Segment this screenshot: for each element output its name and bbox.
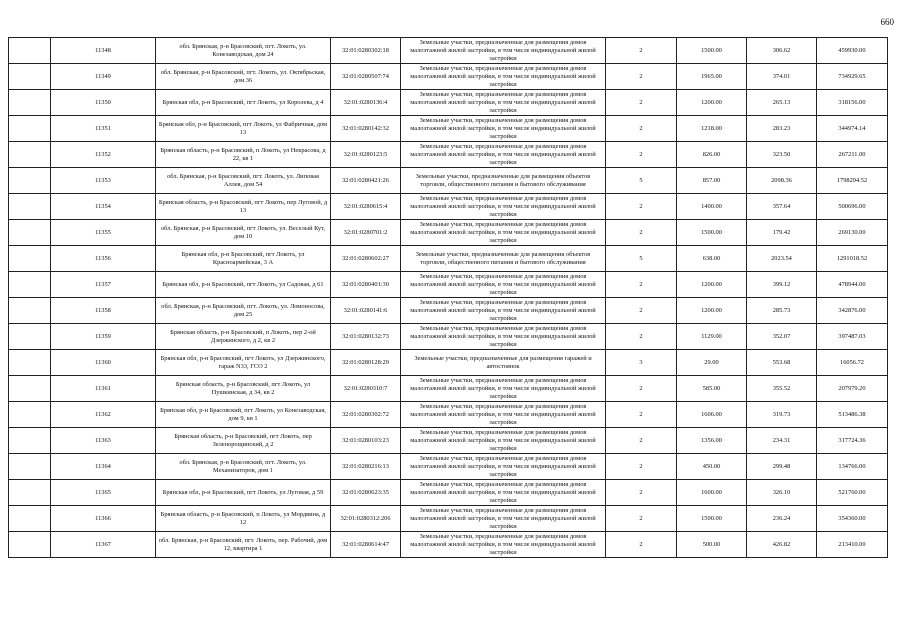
address-cell: Брянская область, р-н Брасовский, пгт Локоть, ул Пушкинская, д 34, кв 2 xyxy=(156,376,331,402)
cadastral-value-cell: 317724.36 xyxy=(817,428,888,454)
purpose-group-cell: 5 xyxy=(606,168,677,194)
area-cell: 500.00 xyxy=(677,532,747,558)
row-number-cell: 11361 xyxy=(51,376,156,402)
land-purpose-cell: Земельные участки, предназначенные для размещения объектов торговли, общественного питания и бытового обслуживания xyxy=(401,168,606,194)
specific-value-cell: 319.73 xyxy=(747,402,817,428)
blank-cell xyxy=(9,220,51,246)
specific-value-cell: 399.12 xyxy=(747,272,817,298)
cadastral-number-cell: 32:01:0280302:72 xyxy=(331,402,401,428)
cadastral-value-cell: 1798294.52 xyxy=(817,168,888,194)
specific-value-cell: 326.10 xyxy=(747,480,817,506)
cadastral-number-cell: 32:01:0280310:7 xyxy=(331,376,401,402)
blank-cell xyxy=(9,324,51,350)
area-cell: 1200.00 xyxy=(677,298,747,324)
address-cell: обл. Брянская, р-н Брасовский, пгт. Локоть, ул. Октябрьская, дом 36 xyxy=(156,64,331,90)
area-cell: 29.00 xyxy=(677,350,747,376)
purpose-group-cell: 2 xyxy=(606,506,677,532)
address-cell: Брянская область, р-н Брасовский, п Локоть, ул Мордвина, д 12 xyxy=(156,506,331,532)
blank-cell xyxy=(9,246,51,272)
table-row xyxy=(9,402,888,428)
table-row xyxy=(9,90,888,116)
blank-cell xyxy=(9,428,51,454)
cadastral-value-cell: 134766.00 xyxy=(817,454,888,480)
blank-cell xyxy=(9,272,51,298)
purpose-group-cell: 2 xyxy=(606,142,677,168)
blank-cell xyxy=(9,142,51,168)
row-number-cell: 11360 xyxy=(51,350,156,376)
area-cell: 1606.00 xyxy=(677,402,747,428)
address-cell: Брянская обл, р-н Брасовский, пгт Локоть, ул Конезаводская, дом 9, кв 1 xyxy=(156,402,331,428)
address-cell: обл. Брянская, р-н Брасовский, пгт. Локоть, ул. Механизаторов, дом 1 xyxy=(156,454,331,480)
land-purpose-cell: Земельные участки, предназначенные для размещения домов малоэтажной жилой застройки, в том числе индивидуальной жилой застройки xyxy=(401,142,606,168)
row-number-cell: 11353 xyxy=(51,168,156,194)
cadastral-number-cell: 32:01:0280401:30 xyxy=(331,272,401,298)
land-purpose-cell: Земельные участки, предназначенные для размещения домов малоэтажной жилой застройки, в том числе индивидуальной жилой застройки xyxy=(401,272,606,298)
cadastral-value-cell: 1291018.52 xyxy=(817,246,888,272)
address-cell: обл. Брянская, р-н Брасовский, пгт. Локоть, ул. Ломоносова, дом 25 xyxy=(156,298,331,324)
blank-cell xyxy=(9,402,51,428)
address-cell: Брянская обл, р-н Брасовский, пгт Локоть, ул Фабричная, дом 13 xyxy=(156,116,331,142)
table-row xyxy=(9,220,888,246)
cadastral-number-cell: 32:01:0280132:73 xyxy=(331,324,401,350)
land-purpose-cell: Земельные участки, предназначенные для размещения домов малоэтажной жилой застройки, в том числе индивидуальной жилой застройки xyxy=(401,402,606,428)
area-cell: 1965.00 xyxy=(677,64,747,90)
specific-value-cell: 553.68 xyxy=(747,350,817,376)
address-cell: обл. Брянская, р-н Брасовский, пгт. Локоть, ул. Конезаводская, дом 24 xyxy=(156,38,331,64)
table-row xyxy=(9,454,888,480)
purpose-group-cell: 2 xyxy=(606,38,677,64)
row-number-cell: 11362 xyxy=(51,402,156,428)
table-row xyxy=(9,142,888,168)
table-row xyxy=(9,376,888,402)
land-purpose-cell: Земельные участки, предназначенные для размещения домов малоэтажной жилой застройки, в том числе индивидуальной жилой застройки xyxy=(401,480,606,506)
cadastral-value-cell: 213410.00 xyxy=(817,532,888,558)
table-row xyxy=(9,532,888,558)
cadastral-value-cell: 269130.00 xyxy=(817,220,888,246)
specific-value-cell: 2023.54 xyxy=(747,246,817,272)
cadastral-value-cell: 459930.00 xyxy=(817,38,888,64)
purpose-group-cell: 2 xyxy=(606,376,677,402)
cadastral-value-cell: 734929.65 xyxy=(817,64,888,90)
cadastral-number-cell: 32:01:0280623:35 xyxy=(331,480,401,506)
land-purpose-cell: Земельные участки, предназначенные для размещения домов малоэтажной жилой застройки, в том числе индивидуальной жилой застройки xyxy=(401,324,606,350)
specific-value-cell: 352.07 xyxy=(747,324,817,350)
address-cell: Брянская обл, р-н Брасовский, пгт Локоть, ул Красноармейская, 3 А xyxy=(156,246,331,272)
specific-value-cell: 236.24 xyxy=(747,506,817,532)
row-number-cell: 11363 xyxy=(51,428,156,454)
cadastral-number-cell: 32:01:0280128:29 xyxy=(331,350,401,376)
specific-value-cell: 265.13 xyxy=(747,90,817,116)
area-cell: 1200.00 xyxy=(677,272,747,298)
purpose-group-cell: 2 xyxy=(606,454,677,480)
purpose-group-cell: 2 xyxy=(606,194,677,220)
table-row xyxy=(9,350,888,376)
table-row xyxy=(9,64,888,90)
purpose-group-cell: 2 xyxy=(606,272,677,298)
area-cell: 1600.00 xyxy=(677,480,747,506)
address-cell: Брянская обл, р-н Брасовский, пгт Локоть, ул Королева, д 4 xyxy=(156,90,331,116)
table-row xyxy=(9,298,888,324)
land-purpose-cell: Земельные участки, предназначенные для размещения домов малоэтажной жилой застройки, в том числе индивидуальной жилой застройки xyxy=(401,116,606,142)
blank-cell xyxy=(9,350,51,376)
cadastral-value-cell: 16056.72 xyxy=(817,350,888,376)
row-number-cell: 11352 xyxy=(51,142,156,168)
cadastral-number-cell: 32:01:0280421:26 xyxy=(331,168,401,194)
cadastral-value-cell: 500696.00 xyxy=(817,194,888,220)
address-cell: Брянская обл, р-н Брасовский, пгт Локоть, ул Луговая, д 59 xyxy=(156,480,331,506)
table-row xyxy=(9,324,888,350)
row-number-cell: 11367 xyxy=(51,532,156,558)
purpose-group-cell: 5 xyxy=(606,246,677,272)
purpose-group-cell: 2 xyxy=(606,480,677,506)
blank-cell xyxy=(9,506,51,532)
table-row xyxy=(9,168,888,194)
table-row xyxy=(9,506,888,532)
address-cell: Брянская область, р-н Брасовский, пгт Локоть, пер Зеленорощинский, д 2 xyxy=(156,428,331,454)
specific-value-cell: 283.23 xyxy=(747,116,817,142)
area-cell: 857.00 xyxy=(677,168,747,194)
blank-cell xyxy=(9,38,51,64)
land-purpose-cell: Земельные участки, предназначенные для размещения домов малоэтажной жилой застройки, в том числе индивидуальной жилой застройки xyxy=(401,220,606,246)
cadastral-value-cell: 521760.00 xyxy=(817,480,888,506)
page-number: 660 xyxy=(880,17,894,27)
land-purpose-cell: Земельные участки, предназначенные для размещения объектов торговли, общественного питания и бытового обслуживания xyxy=(401,246,606,272)
area-cell: 585.00 xyxy=(677,376,747,402)
row-number-cell: 11356 xyxy=(51,246,156,272)
cadastral-number-cell: 32:01:0280141:6 xyxy=(331,298,401,324)
row-number-cell: 11348 xyxy=(51,38,156,64)
address-cell: Брянская обл, р-н Брасовский, пгт Локоть, ул Дзержинского, гараж N33, ГСО 2 xyxy=(156,350,331,376)
row-number-cell: 11357 xyxy=(51,272,156,298)
area-cell: 826.00 xyxy=(677,142,747,168)
cadastral-value-cell: 318156.00 xyxy=(817,90,888,116)
cadastral-number-cell: 32:01:0280507:74 xyxy=(331,64,401,90)
purpose-group-cell: 2 xyxy=(606,532,677,558)
purpose-group-cell: 2 xyxy=(606,324,677,350)
area-cell: 1500.00 xyxy=(677,38,747,64)
table-row xyxy=(9,194,888,220)
land-purpose-cell: Земельные участки, предназначенные для размещения домов малоэтажной жилой застройки, в том числе индивидуальной жилой застройки xyxy=(401,454,606,480)
row-number-cell: 11355 xyxy=(51,220,156,246)
cadastral-number-cell: 32:01:0280136:4 xyxy=(331,90,401,116)
purpose-group-cell: 2 xyxy=(606,428,677,454)
blank-cell xyxy=(9,90,51,116)
registry-body xyxy=(9,38,888,558)
table-row xyxy=(9,246,888,272)
row-number-cell: 11364 xyxy=(51,454,156,480)
area-cell: 1129.00 xyxy=(677,324,747,350)
row-number-cell: 11354 xyxy=(51,194,156,220)
blank-cell xyxy=(9,64,51,90)
area-cell: 1200.00 xyxy=(677,90,747,116)
blank-cell xyxy=(9,376,51,402)
row-number-cell: 11350 xyxy=(51,90,156,116)
purpose-group-cell: 2 xyxy=(606,220,677,246)
cadastral-value-cell: 207979.20 xyxy=(817,376,888,402)
cadastral-number-cell: 32:01:0280614:47 xyxy=(331,532,401,558)
row-number-cell: 11349 xyxy=(51,64,156,90)
specific-value-cell: 179.42 xyxy=(747,220,817,246)
address-cell: обл. Брянская, р-н Брасовский, пгт. Локоть, пер. Рабочий, дом 12, квартира 1 xyxy=(156,532,331,558)
cadastral-number-cell: 32:01:0280615:4 xyxy=(331,194,401,220)
cadastral-value-cell: 513486.38 xyxy=(817,402,888,428)
row-number-cell: 11366 xyxy=(51,506,156,532)
purpose-group-cell: 2 xyxy=(606,298,677,324)
blank-cell xyxy=(9,194,51,220)
cadastral-number-cell: 32:01:0280602:27 xyxy=(331,246,401,272)
row-number-cell: 11351 xyxy=(51,116,156,142)
area-cell: 1356.00 xyxy=(677,428,747,454)
blank-cell xyxy=(9,532,51,558)
purpose-group-cell: 2 xyxy=(606,64,677,90)
specific-value-cell: 357.64 xyxy=(747,194,817,220)
blank-cell xyxy=(9,298,51,324)
cadastral-value-cell: 344974.14 xyxy=(817,116,888,142)
address-cell: Брянская обл, р-н Брасовский, пгт Локоть, ул Садовая, д 61 xyxy=(156,272,331,298)
land-purpose-cell: Земельные участки, предназначенные для размещения гаражей и автостоянок xyxy=(401,350,606,376)
row-number-cell: 11359 xyxy=(51,324,156,350)
cadastral-number-cell: 32:01:0280302:18 xyxy=(331,38,401,64)
specific-value-cell: 285.73 xyxy=(747,298,817,324)
purpose-group-cell: 2 xyxy=(606,116,677,142)
row-number-cell: 11358 xyxy=(51,298,156,324)
table-row xyxy=(9,38,888,64)
land-purpose-cell: Земельные участки, предназначенные для размещения домов малоэтажной жилой застройки, в том числе индивидуальной жилой застройки xyxy=(401,64,606,90)
address-cell: Брянская область, р-н Брасовский, п Локоть, пер 2-ой Дзержинского, д 2, кв 2 xyxy=(156,324,331,350)
cadastral-value-cell: 478944.00 xyxy=(817,272,888,298)
specific-value-cell: 426.82 xyxy=(747,532,817,558)
land-purpose-cell: Земельные участки, предназначенные для размещения домов малоэтажной жилой застройки, в том числе индивидуальной жилой застройки xyxy=(401,298,606,324)
specific-value-cell: 306.62 xyxy=(747,38,817,64)
area-cell: 1500.00 xyxy=(677,506,747,532)
area-cell: 1218.00 xyxy=(677,116,747,142)
land-purpose-cell: Земельные участки, предназначенные для размещения домов малоэтажной жилой застройки, в том числе индивидуальной жилой застройки xyxy=(401,506,606,532)
land-purpose-cell: Земельные участки, предназначенные для размещения домов малоэтажной жилой застройки, в том числе индивидуальной жилой застройки xyxy=(401,428,606,454)
land-purpose-cell: Земельные участки, предназначенные для размещения домов малоэтажной жилой застройки, в том числе индивидуальной жилой застройки xyxy=(401,532,606,558)
row-number-cell: 11365 xyxy=(51,480,156,506)
cadastral-number-cell: 32:01:0280312:206 xyxy=(331,506,401,532)
table-row xyxy=(9,272,888,298)
land-purpose-cell: Земельные участки, предназначенные для размещения домов малоэтажной жилой застройки, в том числе индивидуальной жилой застройки xyxy=(401,376,606,402)
cadastral-number-cell: 32:01:0280103:23 xyxy=(331,428,401,454)
land-registry-table xyxy=(8,37,888,558)
cadastral-number-cell: 32:01:0280701:2 xyxy=(331,220,401,246)
blank-cell xyxy=(9,480,51,506)
cadastral-number-cell: 32:01:0280123:5 xyxy=(331,142,401,168)
address-cell: обл. Брянская, р-н Брасовский, пгт Локоть, ул. Веселый Кут, дом 10 xyxy=(156,220,331,246)
address-cell: Брянская область, р-н Брасовский, пгт Локоть, пер Луговой, д 13 xyxy=(156,194,331,220)
area-cell: 450.00 xyxy=(677,454,747,480)
specific-value-cell: 355.52 xyxy=(747,376,817,402)
cadastral-value-cell: 397487.03 xyxy=(817,324,888,350)
specific-value-cell: 374.01 xyxy=(747,64,817,90)
blank-cell xyxy=(9,168,51,194)
cadastral-value-cell: 342876.00 xyxy=(817,298,888,324)
specific-value-cell: 323.50 xyxy=(747,142,817,168)
specific-value-cell: 234.31 xyxy=(747,428,817,454)
cadastral-value-cell: 354360.00 xyxy=(817,506,888,532)
area-cell: 638.00 xyxy=(677,246,747,272)
land-purpose-cell: Земельные участки, предназначенные для размещения домов малоэтажной жилой застройки, в том числе индивидуальной жилой застройки xyxy=(401,194,606,220)
blank-cell xyxy=(9,116,51,142)
cadastral-value-cell: 267211.00 xyxy=(817,142,888,168)
purpose-group-cell: 2 xyxy=(606,90,677,116)
address-cell: обл. Брянская, р-н Брасовский, пгт. Локоть, ул. Липовая Аллея, дом 54 xyxy=(156,168,331,194)
purpose-group-cell: 3 xyxy=(606,350,677,376)
area-cell: 1500.00 xyxy=(677,220,747,246)
purpose-group-cell: 2 xyxy=(606,402,677,428)
blank-cell xyxy=(9,454,51,480)
table-row xyxy=(9,116,888,142)
specific-value-cell: 299.48 xyxy=(747,454,817,480)
specific-value-cell: 2098.36 xyxy=(747,168,817,194)
area-cell: 1400.00 xyxy=(677,194,747,220)
cadastral-number-cell: 32:01:0280216:13 xyxy=(331,454,401,480)
table-row xyxy=(9,428,888,454)
cadastral-number-cell: 32:01:0280142:32 xyxy=(331,116,401,142)
address-cell: Брянская область, р-н Брасовский, п Локоть, ул Некрасова, д 22, кв 1 xyxy=(156,142,331,168)
land-purpose-cell: Земельные участки, предназначенные для размещения домов малоэтажной жилой застройки, в том числе индивидуальной жилой застройки xyxy=(401,38,606,64)
table-row xyxy=(9,480,888,506)
land-purpose-cell: Земельные участки, предназначенные для размещения домов малоэтажной жилой застройки, в том числе индивидуальной жилой застройки xyxy=(401,90,606,116)
